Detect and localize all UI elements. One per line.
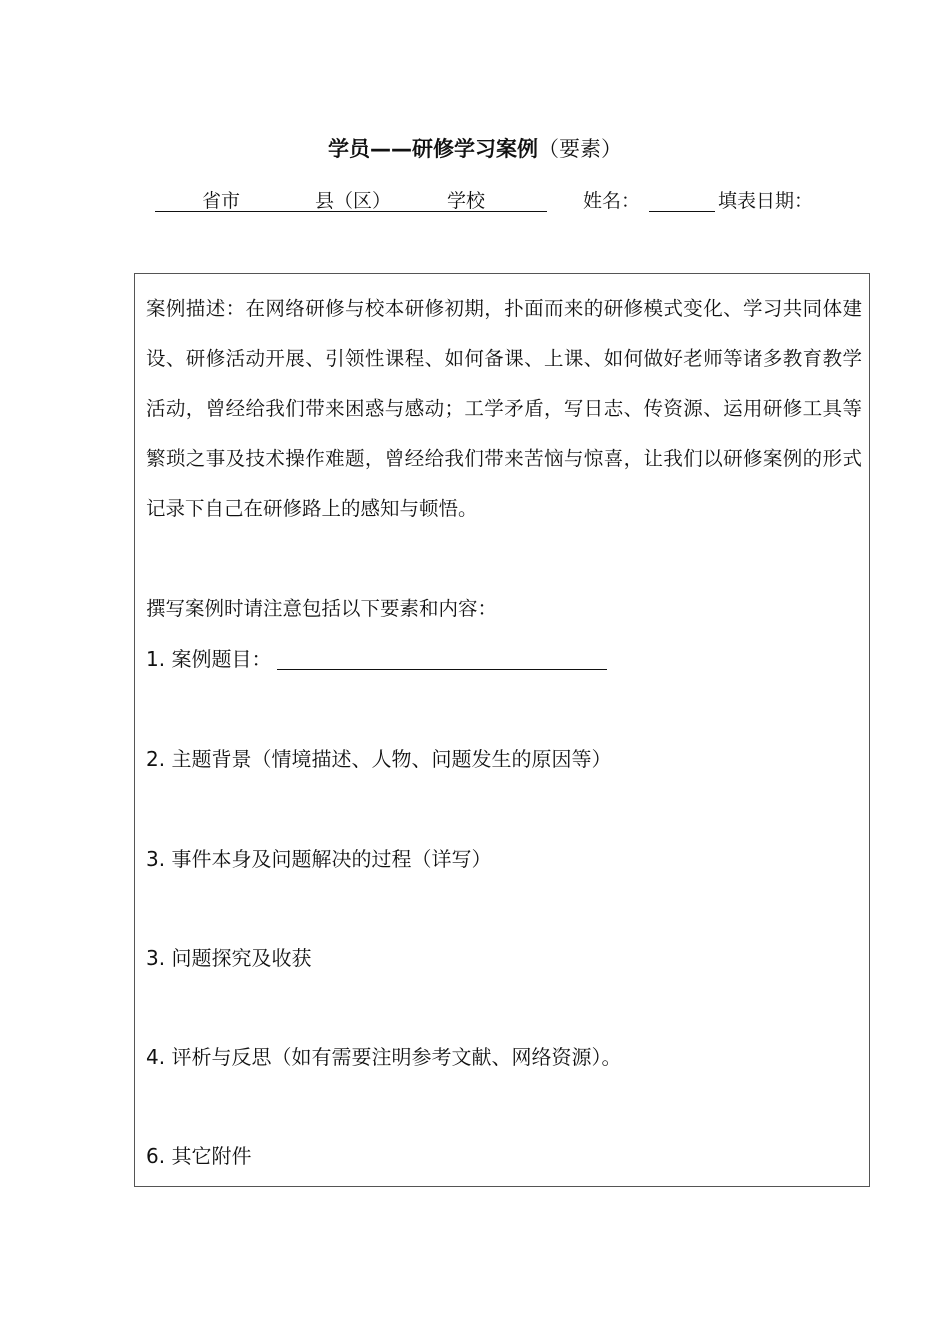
- title-main: 学员——研修学习案例: [328, 137, 538, 161]
- item-case-title: [146, 634, 607, 684]
- item-inquiry: 3. 问题探究及收获: [146, 946, 312, 970]
- school-label: 学校: [447, 190, 486, 212]
- county-label: 县（区）: [315, 190, 392, 212]
- province-label: 省市: [202, 190, 241, 212]
- name-field[interactable]: [649, 211, 715, 212]
- item-background: 2. 主题背景（情境描述、人物、问题发生的原因等）: [146, 747, 612, 771]
- case-title-field[interactable]: [277, 643, 607, 670]
- case-box: [134, 273, 870, 1187]
- item-reflection: 4. 评析与反思（如有需要注明参考文献、网络资源）。: [146, 1045, 622, 1069]
- instructions-prompt: 撰写案例时请注意包括以下要素和内容：: [146, 597, 498, 620]
- name-label: 姓名：: [583, 190, 641, 212]
- item-process: 3. 事件本身及问题解决的过程（详写）: [146, 847, 492, 871]
- title-sub: （要素）: [538, 137, 622, 161]
- item-attachments: 6. 其它附件: [146, 1144, 252, 1168]
- item-case-title-label: 1. 案例题目：: [146, 647, 272, 671]
- page-title: [0, 132, 950, 166]
- case-description: 案例描述：在网络研修与校本研修初期，扑面而来的研修模式变化、学习共同体建设、研修活动开展、引领性课程、如何备课、上课、如何做好老师等诸多教育教学活动，曾经给我们带来困惑与感动；工学矛盾，写日志、传资源、运用研修工具等繁琐之事及技术操作难题，曾经给我们带来苦恼与惊喜，让我们以研修案例的形式记录下自己在研修路上的感知与顿悟。: [146, 297, 862, 520]
- date-label: 填表日期：: [718, 190, 814, 212]
